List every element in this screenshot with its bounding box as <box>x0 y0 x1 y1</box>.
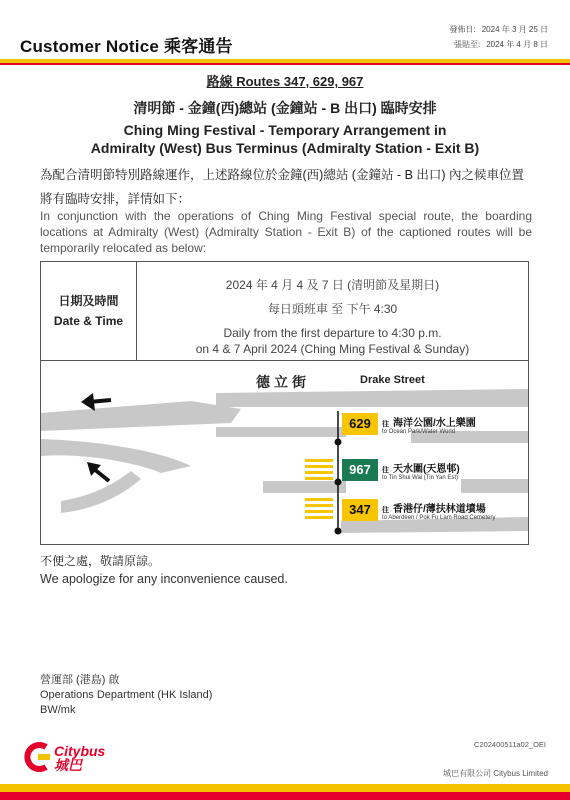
time-zh-line1: 2024 年 4 月 4 及 7 日 (清明節及星期日) <box>225 278 440 292</box>
time-en-line2: on 4 & 7 April 2024 (Ching Ming Festival & Sunday) <box>195 342 470 356</box>
stop-dot <box>335 479 342 486</box>
date-time-value <box>137 262 528 360</box>
stop-629-dest-zh: 海洋公園/水上樂園 <box>393 418 476 429</box>
date-time-row <box>41 262 528 361</box>
stop-967-dest-en: to Tin Shui Wai (Tin Yan Est) <box>382 475 459 481</box>
initials: BW/mk <box>40 704 76 716</box>
road-island-2 <box>61 471 141 513</box>
stop-347-dest-en: to Aberdeen / Pok Fu Lam Road Cemetery <box>382 515 496 521</box>
apology-zh: 不便之處，敬請原諒。 <box>40 554 161 568</box>
road-lane-3b <box>461 479 528 493</box>
date-time-label-en: Date & Time <box>53 314 124 328</box>
stop-629-dest-en: to Ocean Park/Water World <box>382 429 456 435</box>
reference-number: C202400511a02_OEI <box>473 740 546 749</box>
route-badge-347: 347 <box>342 499 378 521</box>
date-time-label <box>41 262 137 360</box>
road-island-1 <box>41 401 241 431</box>
street-name-en: Drake Street <box>360 374 425 386</box>
routes-title: 路線 Routes 347, 629, 967 <box>206 74 364 89</box>
issuing-department <box>40 673 212 718</box>
intro-chinese: 為配合清明節特別路線運作，上述路線位於金鐘(西)總站 (金鐘站 - B 出口) 內之候車位置將有臨時安排，詳情如下： <box>40 168 525 206</box>
stop-dot <box>335 528 342 535</box>
stop-347-dest <box>382 500 495 521</box>
queue-marking-967 <box>305 459 333 480</box>
citybus-logo-icon <box>24 742 52 772</box>
time-en-line1: Daily from the first departure to 4:30 p.m. <box>223 326 442 340</box>
stop-347-to: 往 <box>382 507 389 514</box>
valid-date-label: 張貼至: <box>453 40 481 49</box>
route-badge-629: 629 <box>342 413 378 435</box>
stop-967-to: 往 <box>382 467 389 474</box>
title-english <box>0 121 570 157</box>
date-time-label-zh: 日期及時間 <box>58 294 119 308</box>
road-lane-2a <box>216 427 346 437</box>
issue-date-label: 發佈日: <box>449 25 476 34</box>
apology-en: We apologize for any inconvenience caused. <box>40 572 288 586</box>
valid-date: 2024 年 4 月 8 日 <box>486 40 548 49</box>
stop-967-dest-zh: 天水圍(天恩邨) <box>393 464 460 475</box>
title-english-line2: Admiralty (West) Bus Terminus (Admiralty Station - Exit B) <box>90 140 480 156</box>
street-name-zh: 德立街 <box>256 374 310 390</box>
road-lane-3a <box>263 481 346 493</box>
logo-zh: 城巴 <box>54 757 82 773</box>
title-english-line1: Ching Ming Festival - Temporary Arrangement in <box>123 122 447 138</box>
header-red-rule <box>0 63 570 65</box>
dept-zh: 營運部 (港島) 啟 <box>40 674 120 686</box>
arrow-up-left-icon <box>87 462 109 481</box>
notice-dates <box>450 22 549 52</box>
road-curve <box>41 439 191 473</box>
title-chinese: 清明節 - 金鐘(西)總站 (金鐘站 - B 出口) 臨時安排 <box>133 100 437 116</box>
company-name: 城巴有限公司 Citybus Limited <box>443 769 548 778</box>
stop-967-dest <box>382 460 460 481</box>
logo-en: Citybus <box>54 743 106 759</box>
stop-dot <box>335 439 342 446</box>
dept-en: Operations Department (HK Island) <box>40 689 213 701</box>
notice-title: Customer Notice 乘客通告 <box>20 37 233 56</box>
intro-english: In conjunction with the operations of Ching Ming Festival special route, the boarding locations at Admiralty (West) (Admiralty Station - Exit B) of the captioned routes will be temporarily relocated as below: <box>40 209 532 255</box>
citybus-logo-text <box>54 744 105 772</box>
footer-yellow-band <box>0 784 570 792</box>
footer-red-band <box>0 792 570 800</box>
route-badge-967: 967 <box>342 459 378 481</box>
stop-347-dest-zh: 香港仔/薄扶林道墳場 <box>393 504 486 515</box>
stop-629-dest <box>382 414 476 435</box>
stop-629-to: 往 <box>382 421 389 428</box>
queue-marking-347 <box>305 498 333 519</box>
time-zh-line2: 每日頭班車 至 下午 4:30 <box>267 302 398 316</box>
issue-date: 2024 年 3 月 25 日 <box>481 25 548 34</box>
